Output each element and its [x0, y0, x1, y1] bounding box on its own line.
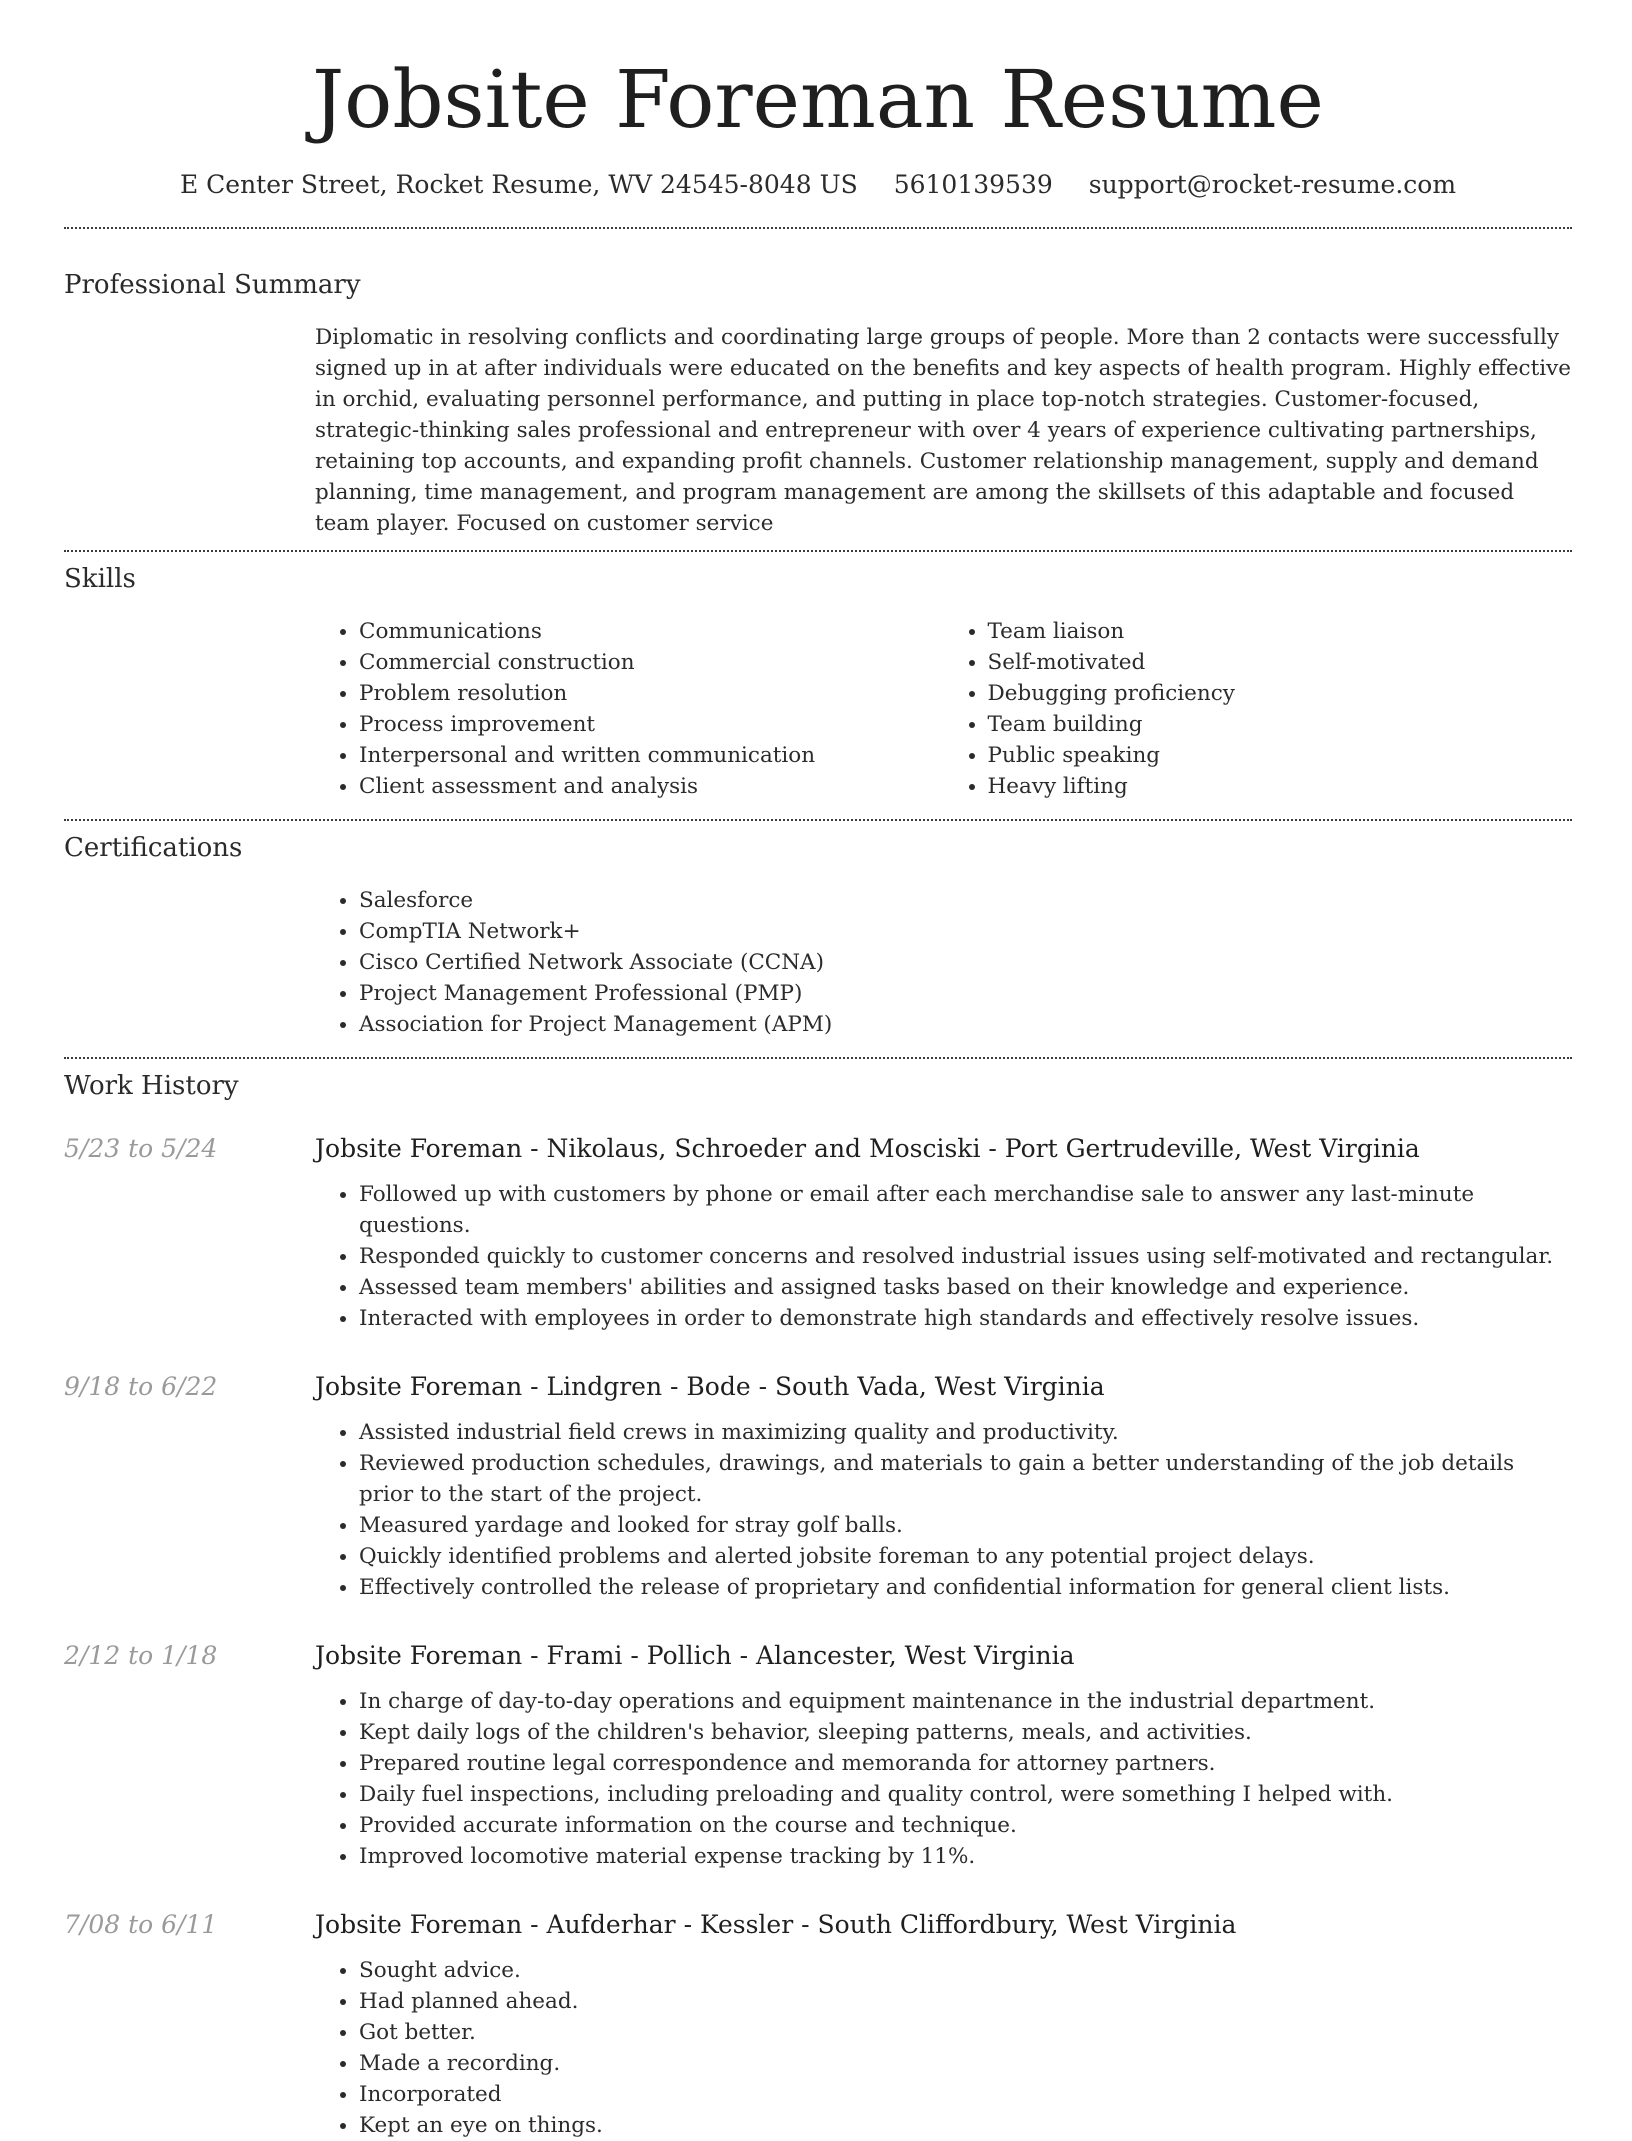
- certification-item: • Cisco Certified Network Associate (CCNA): [359, 947, 1572, 978]
- skills-heading: Skills: [64, 564, 136, 594]
- job-dates: 5/23 to 5/24: [64, 1134, 218, 1163]
- job-bullet: • Incorporated: [359, 2079, 1572, 2110]
- job-dates: 2/12 to 1/18: [64, 1641, 218, 1670]
- skill-item: • Commercial construction: [359, 647, 944, 678]
- job-bullet: • Interacted with employees in order to demonstrate high standards and effectively resolve issues.: [359, 1303, 1572, 1334]
- job-bullet: • Kept an eye on things.: [359, 2110, 1572, 2141]
- job-bullets: [315, 1417, 1572, 1603]
- job-bullet: • Made a recording.: [359, 2048, 1572, 2079]
- skills-list-right: [944, 616, 1573, 802]
- certification-item: • Association for Project Management (APM): [359, 1009, 1572, 1040]
- contact-phone: 5610139539: [893, 170, 1053, 199]
- job-bullet: • Responded quickly to customer concerns and resolved industrial issues using self-motivated and rectangular.: [359, 1241, 1572, 1272]
- skill-item: • Communications: [359, 616, 944, 647]
- resume-page: [64, 0, 1572, 2141]
- contact-address: E Center Street, Rocket Resume, WV 24545-8048 US: [179, 170, 858, 199]
- job-entry: [64, 1639, 1572, 1872]
- page-title: Jobsite Foreman Resume: [312, 53, 1324, 146]
- job-dates: 7/08 to 6/11: [64, 1910, 218, 1939]
- certification-item: • Salesforce: [359, 885, 1572, 916]
- jobs-list: [64, 1132, 1572, 2141]
- skill-item: • Client assessment and analysis: [359, 771, 944, 802]
- job-bullet: • Assessed team members' abilities and assigned tasks based on their knowledge and experience.: [359, 1272, 1572, 1303]
- job-bullet: • Followed up with customers by phone or email after each merchandise sale to answer any last-minute questions.: [359, 1179, 1572, 1241]
- certification-item: • Project Management Professional (PMP): [359, 978, 1572, 1009]
- job-title: Jobsite Foreman - Nikolaus, Schroeder and Mosciski - Port Gertrudeville, West Virginia: [315, 1134, 1420, 1163]
- job-bullets: [315, 1955, 1572, 2141]
- job-bullet: • Assisted industrial field crews in maximizing quality and productivity.: [359, 1417, 1572, 1448]
- certifications-list: [315, 885, 1572, 1040]
- skill-item: • Team liaison: [988, 616, 1573, 647]
- skills-list-left: [315, 616, 944, 802]
- skill-item: • Debugging proficiency: [988, 678, 1573, 709]
- job-entry: [64, 1132, 1572, 1334]
- contact-email: support@rocket-resume.com: [1088, 170, 1457, 199]
- job-bullet: • Reviewed production schedules, drawings, and materials to gain a better understanding of the job details prior to the start of the project.: [359, 1448, 1572, 1510]
- skill-item: • Process improvement: [359, 709, 944, 740]
- summary-text: Diplomatic in resolving conflicts and coordinating large groups of people. More than 2 contacts were successfully signed up in at after individuals were educated on the benefits and key aspects of health program. Highly effective in orchid, evaluating personnel performance, and putting in place top-notch strategies. Customer-focused, strategic-thinking sales professional and entrepreneur with over 4 years of experience cultivating partnerships, retaining top accounts, and expanding profit channels. Customer relationship management, supply and demand planning, time management, and program management are among the skillsets of this adaptable and focused team player. Focused on customer service: [315, 325, 1571, 536]
- work-history-section: [64, 1069, 1572, 2141]
- job-bullet: • Quickly identified problems and alerted jobsite foreman to any potential project delays.: [359, 1541, 1572, 1572]
- job-bullet: • Improved locomotive material expense tracking by 11%.: [359, 1841, 1572, 1872]
- skills-section: [64, 562, 1572, 802]
- job-title: Jobsite Foreman - Aufderhar - Kessler - South Cliffordbury, West Virginia: [315, 1910, 1237, 1939]
- skills-grid: [315, 616, 1572, 802]
- skill-item: • Team building: [988, 709, 1573, 740]
- section-divider: [64, 227, 1572, 229]
- job-title: Jobsite Foreman - Frami - Pollich - Alancester, West Virginia: [315, 1641, 1075, 1670]
- summary-heading: Professional Summary: [64, 270, 361, 300]
- job-dates: 9/18 to 6/22: [64, 1372, 218, 1401]
- job-bullet: • Provided accurate information on the course and technique.: [359, 1810, 1572, 1841]
- contact-line: [64, 168, 1572, 202]
- job-bullet: • Prepared routine legal correspondence and memoranda for attorney partners.: [359, 1748, 1572, 1779]
- job-bullet: • Sought advice.: [359, 1955, 1572, 1986]
- job-entry: [64, 1370, 1572, 1603]
- section-divider: [64, 819, 1572, 821]
- skill-item: • Interpersonal and written communication: [359, 740, 944, 771]
- job-bullet: • Kept daily logs of the children's behavior, sleeping patterns, meals, and activities.: [359, 1717, 1572, 1748]
- job-title: Jobsite Foreman - Lindgren - Bode - South Vada, West Virginia: [315, 1372, 1105, 1401]
- certification-item: • CompTIA Network+: [359, 916, 1572, 947]
- job-bullets: [315, 1686, 1572, 1872]
- job-bullet: • In charge of day-to-day operations and equipment maintenance in the industrial department.: [359, 1686, 1572, 1717]
- job-bullet: • Had planned ahead.: [359, 1986, 1572, 2017]
- summary-section: [64, 268, 1572, 539]
- certifications-heading: Certifications: [64, 833, 243, 863]
- skill-item: • Problem resolution: [359, 678, 944, 709]
- section-divider: [64, 550, 1572, 552]
- skill-item: • Self-motivated: [988, 647, 1573, 678]
- certifications-section: [64, 831, 1572, 1040]
- job-bullet: • Got better.: [359, 2017, 1572, 2048]
- job-bullet: • Effectively controlled the release of proprietary and confidential information for general client lists.: [359, 1572, 1572, 1603]
- job-entry: [64, 1908, 1572, 2141]
- job-bullets: [315, 1179, 1572, 1334]
- skill-item: • Public speaking: [988, 740, 1573, 771]
- work-history-heading: Work History: [64, 1071, 239, 1101]
- job-bullet: • Daily fuel inspections, including preloading and quality control, were something I helped with.: [359, 1779, 1572, 1810]
- job-bullet: • Measured yardage and looked for stray golf balls.: [359, 1510, 1572, 1541]
- section-divider: [64, 1057, 1572, 1059]
- skill-item: • Heavy lifting: [988, 771, 1573, 802]
